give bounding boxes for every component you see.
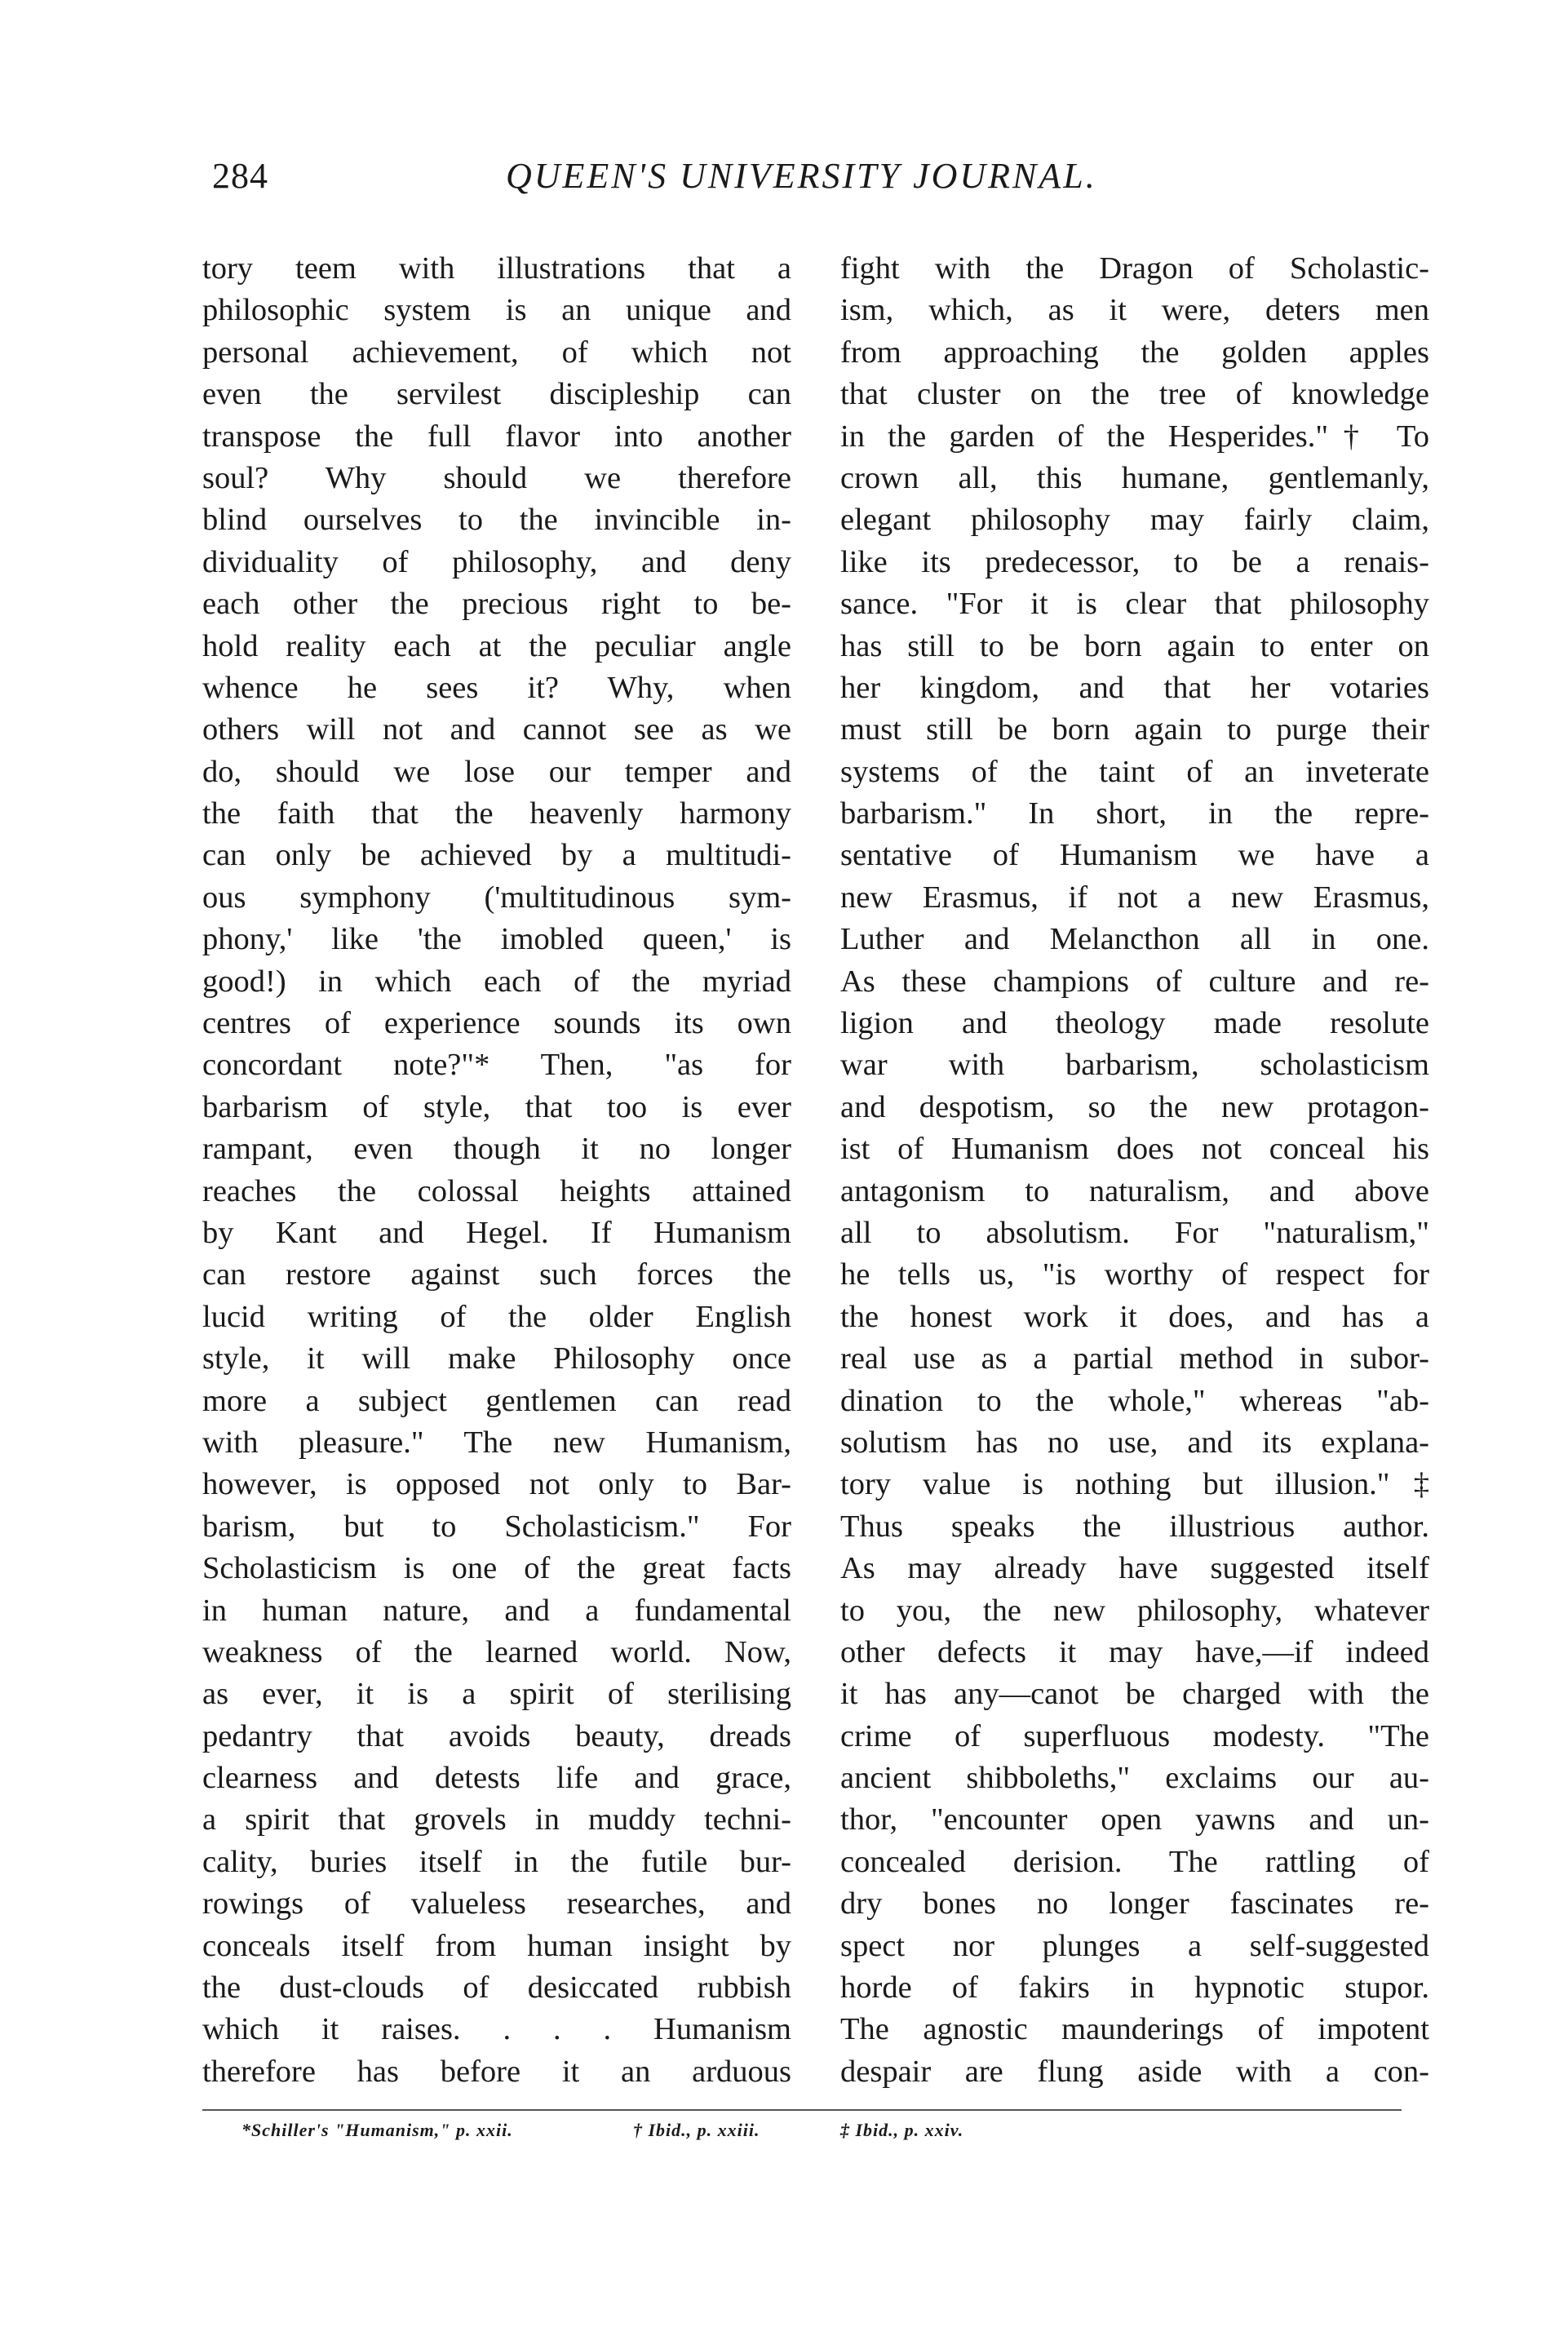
text-line: in the garden of the Hesperides."† To [840,419,1429,454]
text-line: real use as a partial method in subor- [840,1341,1429,1376]
text-line: rampant, even though it no longer [202,1132,791,1167]
text-line: phony,' like 'the imobled queen,' is [202,922,791,957]
text-line: pedantry that avoids beauty, dreads [202,1718,791,1753]
text-line: all to absolutism. For "naturalism," [840,1215,1429,1250]
text-line: Thus speaks the illustrious author. [840,1509,1429,1544]
text-line: solutism has no use, and its explana- [840,1425,1429,1460]
page-header [212,155,1411,220]
text-line: sentative of Humanism we have a [840,838,1429,873]
text-line: new Erasmus, if not a new Erasmus, [840,880,1429,915]
text-line: rowings of valueless researches, and [202,1886,791,1922]
text-line: sance. "For it is clear that philosophy [840,587,1429,622]
right-column [840,248,1429,2093]
text-line: concordant note?"* Then, "as for [202,1048,791,1083]
text-line: dividuality of philosophy, and deny [202,544,791,579]
text-line: which it raises. . . . Humanism [202,2012,791,2047]
text-line: lucid writing of the older English [202,1299,791,1334]
text-line: it has any—canot be charged with the [840,1677,1429,1712]
text-line: systems of the taint of an inveterate [840,754,1429,789]
footnote-1: *Schiller's "Humanism," p. xxii. [241,2120,513,2140]
text-line: more a subject gentlemen can read [202,1383,791,1418]
text-line: As these champions of culture and re- [840,964,1429,999]
text-line: thor, "encounter open yawns and un- [840,1802,1429,1837]
text-line: ligion and theology made resolute [840,1006,1429,1041]
text-line: blind ourselves to the invincible in- [202,503,791,538]
text-line: barism, but to Scholasticism." For [202,1509,791,1544]
text-line: weakness of the learned world. Now, [202,1634,791,1669]
text-line: the faith that the heavenly harmony [202,796,791,831]
text-line: style, it will make Philosophy once [202,1341,791,1376]
text-line: dry bones no longer fascinates re- [840,1886,1429,1922]
text-line: with pleasure." The new Humanism, [202,1425,791,1460]
text-line: therefore has before it an arduous [202,2054,791,2089]
text-line: centres of experience sounds its own [202,1006,791,1041]
text-line: spect nor plunges a self-suggested [840,1928,1429,1963]
text-line: barbarism of style, that too is ever [202,1089,791,1124]
text-line: the honest work it does, and has a [840,1299,1429,1334]
text-line: philosophic system is an unique and [202,293,791,328]
text-line: conceals itself from human insight by [202,1928,791,1963]
text-line: in human nature, and a fundamental [202,1593,791,1628]
text-line: elegant philosophy may fairly claim, [840,503,1429,538]
text-line: like its predecessor, to be a renais- [840,544,1429,579]
text-line: has still to be born again to enter on [840,628,1429,663]
text-line: he tells us, "is worthy of respect for [840,1257,1429,1292]
text-line: other defects it may have,—if indeed [840,1634,1429,1669]
footnotes [0,2120,1568,2152]
text-line: tory value is nothing but illusion."‡ [840,1467,1429,1502]
text-line: As may already have suggested itself [840,1551,1429,1586]
text-line: a spirit that grovels in muddy techni- [202,1802,791,1837]
text-line: even the servilest discipleship can [202,377,791,412]
text-line: cality, buries itself in the futile bur- [202,1844,791,1879]
text-line: The agnostic maunderings of impotent [840,2012,1429,2047]
text-line: Luther and Melancthon all in one. [840,922,1429,957]
text-line: Scholasticism is one of the great facts [202,1551,791,1586]
text-line: despair are flung aside with a con- [840,2054,1429,2089]
text-line: crime of superfluous modesty. "The [840,1718,1429,1753]
text-line: do, should we lose our temper and [202,754,791,789]
text-line: concealed derision. The rattling of [840,1844,1429,1879]
text-line: can only be achieved by a multitudi- [202,838,791,873]
running-title: QUEEN'S UNIVERSITY JOURNAL. [506,156,1097,196]
text-line: personal achievement, of which not [202,335,791,370]
text-line: each other the precious right to be- [202,587,791,622]
text-line: from approaching the golden apples [840,335,1429,370]
text-line: good!) in which each of the myriad [202,964,791,999]
text-line: soul? Why should we therefore [202,460,791,495]
text-line: her kingdom, and that her votaries [840,670,1429,705]
text-line: and despotism, so the new protagon- [840,1089,1429,1124]
text-line: whence he sees it? Why, when [202,670,791,705]
footnote-rule [202,2109,1402,2111]
text-line: the dust-clouds of desiccated rubbish [202,1970,791,2006]
text-line: tory teem with illustrations that a [202,251,791,286]
text-line: war with barbarism, scholasticism [840,1048,1429,1083]
text-line: clearness and detests life and grace, [202,1761,791,1796]
text-line: reaches the colossal heights attained [202,1173,791,1208]
text-line: transpose the full flavor into another [202,419,791,454]
text-line: barbarism." In short, in the repre- [840,796,1429,831]
text-line: that cluster on the tree of knowledge [840,377,1429,412]
text-line: can restore against such forces the [202,1257,791,1292]
text-line: ist of Humanism does not conceal his [840,1132,1429,1167]
text-line: hold reality each at the peculiar angle [202,628,791,663]
footnote-2: † Ibid., p. xxiii. [633,2120,760,2140]
text-line: to you, the new philosophy, whatever [840,1593,1429,1628]
text-line: fight with the Dragon of Scholastic- [840,251,1429,286]
text-line: others will not and cannot see as we [202,712,791,747]
text-line: horde of fakirs in hypnotic stupor. [840,1970,1429,2006]
footnote-3: ‡ Ibid., p. xxiv. [840,2120,964,2140]
text-line: must still be born again to purge their [840,712,1429,747]
page-number: 284 [212,156,268,196]
text-line: by Kant and Hegel. If Humanism [202,1215,791,1250]
left-column [202,248,791,2093]
text-line: ous symphony ('multitudinous sym- [202,880,791,915]
text-line: ism, which, as it were, deters men [840,293,1429,328]
text-line: as ever, it is a spirit of sterilising [202,1677,791,1712]
text-line: however, is opposed not only to Bar- [202,1467,791,1502]
text-line: dination to the whole," whereas "ab- [840,1383,1429,1418]
text-line: antagonism to naturalism, and above [840,1173,1429,1208]
text-line: crown all, this humane, gentlemanly, [840,460,1429,495]
text-line: ancient shibboleths," exclaims our au- [840,1761,1429,1796]
